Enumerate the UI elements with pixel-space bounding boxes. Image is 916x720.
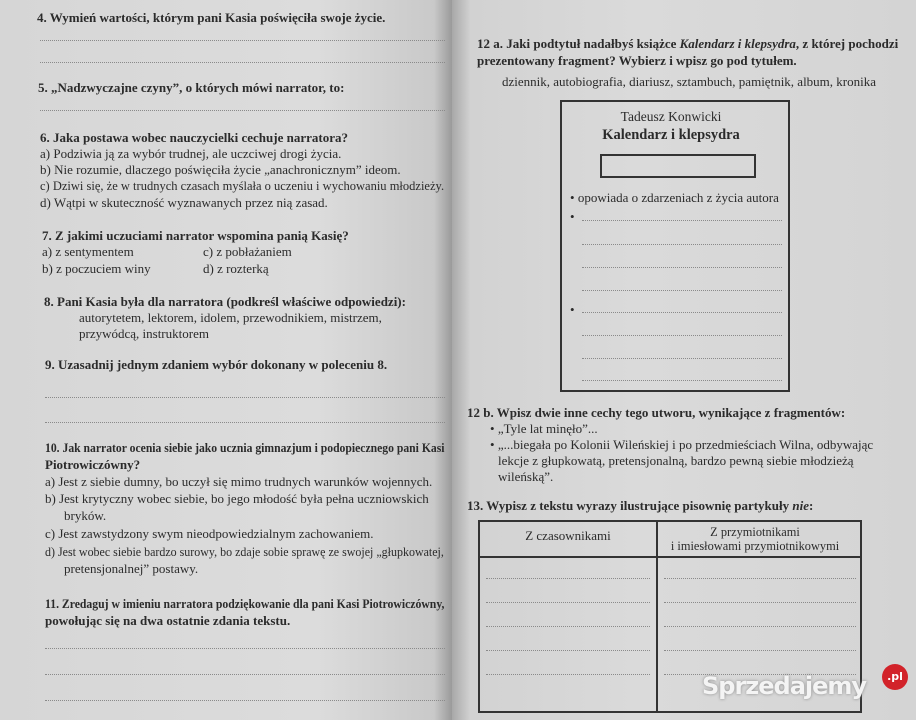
- option: bryków.: [64, 508, 107, 523]
- question-5: 5. „Nadzwyczajne czyny”, o których mówi narrator, to:: [38, 80, 345, 95]
- option: d) Jest wobec siebie bardzo surowy, bo zdaje sobie sprawę ze swojej „głupkowatej,: [45, 544, 444, 559]
- option: d) Wątpi w skuteczność wyznawanych przez nią zasad.: [40, 195, 328, 210]
- quote: • „...biegała po Kolonii Wileńskiej i po przedmieściach Wilna, odbywając: [490, 437, 874, 452]
- answer-line[interactable]: [582, 244, 782, 245]
- question-12a: prezentowany fragment? Wybierz i wpisz go pod tytułem.: [477, 53, 797, 68]
- answer-line[interactable]: [40, 62, 445, 63]
- answer-line[interactable]: [486, 674, 650, 675]
- bullet-icon: •: [570, 302, 575, 317]
- answer-line[interactable]: [45, 422, 445, 423]
- answer-line[interactable]: [582, 312, 782, 313]
- answer-line[interactable]: [582, 290, 782, 291]
- answer-line[interactable]: [664, 602, 856, 603]
- option: c) z pobłażaniem: [203, 244, 292, 259]
- feature-bullet: • opowiada o zdarzeniach z życia autora: [570, 190, 779, 205]
- quote: wileńską”.: [498, 469, 554, 484]
- answer-line[interactable]: [582, 335, 782, 336]
- answer-line[interactable]: [40, 40, 445, 41]
- question-6: 6. Jaka postawa wobec nauczycielki cechuje narratora?: [40, 130, 348, 145]
- book-title: Kalendarz i klepsydra: [602, 127, 740, 143]
- table-divider: [480, 556, 860, 558]
- question-8: 8. Pani Kasia była dla narratora (podkreśl właściwe odpowiedzi):: [44, 294, 406, 309]
- question-9: 9. Uzasadnij jednym zdaniem wybór dokonany w poleceniu 8.: [45, 357, 388, 372]
- option: a) Jest z siebie dumny, bo uczył się mimo trudnych warunków wojennych.: [45, 474, 433, 489]
- question-13: 13. Wypisz z tekstu wyrazy ilustrujące pisownię partykuły nie:: [467, 498, 814, 513]
- subtitle-input[interactable]: [600, 154, 756, 178]
- question-12a: 12 a. Jaki podtytuł nadałbyś książce Kalendarz i klepsydra, z której pochodzi: [477, 36, 899, 51]
- answer-line[interactable]: [582, 267, 782, 268]
- answer-line[interactable]: [40, 110, 445, 111]
- q8-choices: autorytetem, lektorem, idolem, przewodnikiem, mistrzem,: [79, 310, 382, 325]
- answer-line[interactable]: [45, 674, 445, 675]
- right-page: [452, 0, 916, 720]
- answer-line[interactable]: [582, 380, 782, 381]
- option: a) Podziwia ją za wybór trudnej, ale uczciwej drogi życia.: [40, 146, 342, 161]
- book-cover: [560, 100, 790, 392]
- answer-line[interactable]: [45, 700, 445, 701]
- column-header-adjectives: Z przymiotnikami i imiesłowami przymiotnikowymi: [670, 524, 840, 553]
- column-header-verbs: Z czasownikami: [525, 528, 611, 543]
- answer-line[interactable]: [486, 578, 650, 579]
- answer-line[interactable]: [45, 397, 445, 398]
- watermark-badge: .pl: [882, 664, 908, 690]
- answer-line[interactable]: [486, 650, 650, 651]
- option: pretensjonalnej” postawy.: [64, 561, 199, 576]
- question-11: 11. Zredaguj w imieniu narratora podziękowanie dla pani Kasi Piotrowiczówny,: [45, 596, 445, 611]
- question-11: powołując się na dwa ostatnie zdania tekstu.: [45, 613, 291, 628]
- bullet-icon: •: [570, 209, 575, 224]
- question-10: Piotrowiczówny?: [45, 457, 141, 472]
- question-4: 4. Wymień wartości, którym pani Kasia poświęciła swoje życie.: [37, 10, 386, 25]
- option: b) z poczuciem winy: [42, 261, 151, 276]
- question-10: 10. Jak narrator ocenia siebie jako ucznia gimnazjum i podopiecznego pani Kasi: [45, 440, 445, 455]
- answer-line[interactable]: [486, 602, 650, 603]
- answer-line[interactable]: [45, 648, 445, 649]
- option: c) Jest zawstydzony swym nieodpowiedzialnym zachowaniem.: [45, 526, 374, 541]
- option: a) z sentymentem: [42, 244, 134, 259]
- answer-line[interactable]: [582, 220, 782, 221]
- answer-line[interactable]: [664, 578, 856, 579]
- option: b) Jest krytyczny wobec siebie, bo jego młodość była pełna uczniowskich: [45, 491, 429, 506]
- quote: lekcje z głupkowatą, pretensjonalną, bardzo pewną siebie młodzieżą: [498, 453, 854, 468]
- answer-line[interactable]: [664, 650, 856, 651]
- option: b) Nie rozumie, dlaczego poświęciła życie „anachronicznym” ideom.: [40, 162, 401, 177]
- q8-choices: przywódcą, instruktorem: [79, 326, 209, 341]
- question-12b: 12 b. Wpisz dwie inne cechy tego utworu, wynikające z fragmentów:: [467, 405, 846, 420]
- subtitle-options: dziennik, autobiografia, diariusz, sztambuch, pamiętnik, album, kronika: [502, 74, 877, 89]
- answer-line[interactable]: [486, 626, 650, 627]
- book-author: Tadeusz Konwicki: [620, 110, 722, 125]
- option: c) Dziwi się, że w trudnych czasach myślała o uczeniu i wychowaniu młodzieży.: [40, 178, 445, 193]
- quote: • „Tyle lat minęło”...: [490, 421, 598, 436]
- answer-line[interactable]: [664, 626, 856, 627]
- watermark-logo: Sprzedajemy: [702, 672, 867, 700]
- question-7: 7. Z jakimi uczuciami narrator wspomina panią Kasię?: [42, 228, 349, 243]
- answer-line[interactable]: [582, 358, 782, 359]
- left-page: [0, 0, 452, 720]
- option: d) z rozterką: [203, 261, 269, 276]
